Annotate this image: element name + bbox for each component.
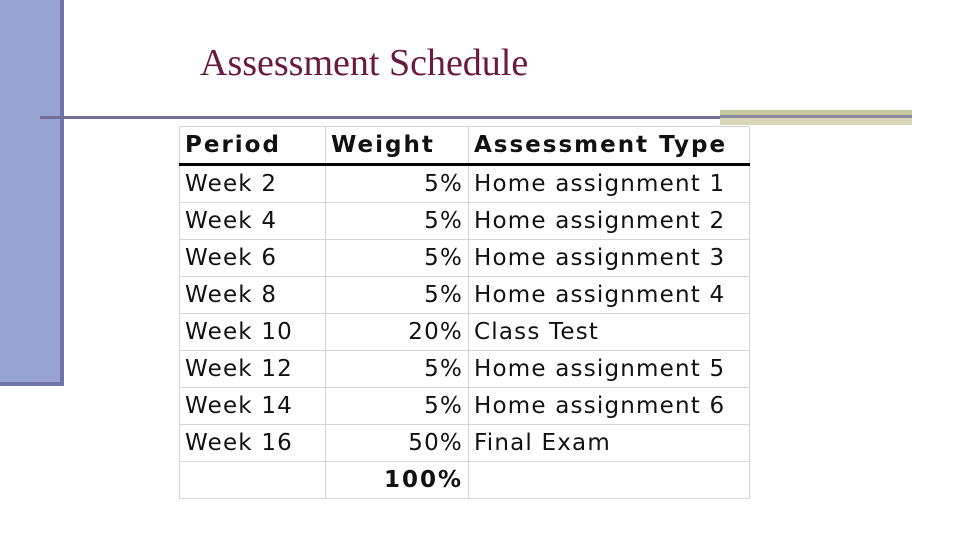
weight-cell: 5% <box>326 277 469 314</box>
total-period-cell <box>180 462 326 499</box>
weight-cell: 5% <box>326 240 469 277</box>
period-cell: Week 4 <box>180 203 326 240</box>
weight-cell: 20% <box>326 314 469 351</box>
weight-cell: 50% <box>326 425 469 462</box>
header-period: Period <box>180 127 326 165</box>
table-row <box>180 425 750 462</box>
table-row <box>180 165 750 203</box>
decorative-accent-block <box>720 110 912 125</box>
total-type-cell <box>469 462 750 499</box>
table-row <box>180 240 750 277</box>
weight-cell: 5% <box>326 203 469 240</box>
table-row <box>180 203 750 240</box>
table-row <box>180 351 750 388</box>
assessment-type-cell: Home assignment 1 <box>469 165 750 203</box>
weight-cell: 5% <box>326 165 469 203</box>
assessment-schedule-table <box>179 126 750 499</box>
assessment-type-cell: Class Test <box>469 314 750 351</box>
header-row <box>180 127 750 165</box>
slide-title: Assessment Schedule <box>200 42 529 84</box>
assessment-type-cell: Home assignment 6 <box>469 388 750 425</box>
period-cell: Week 16 <box>180 425 326 462</box>
table-row <box>180 314 750 351</box>
total-weight-cell: 100% <box>326 462 469 499</box>
left-accent-bar <box>0 0 64 386</box>
weight-cell: 5% <box>326 351 469 388</box>
assessment-type-cell: Home assignment 3 <box>469 240 750 277</box>
period-cell: Week 2 <box>180 165 326 203</box>
assessment-type-cell: Home assignment 2 <box>469 203 750 240</box>
table-row <box>180 388 750 425</box>
table-row <box>180 277 750 314</box>
period-cell: Week 10 <box>180 314 326 351</box>
assessment-type-cell: Final Exam <box>469 425 750 462</box>
period-cell: Week 12 <box>180 351 326 388</box>
header-assessment-type: Assessment Type <box>469 127 750 165</box>
weight-cell: 5% <box>326 388 469 425</box>
assessment-type-cell: Home assignment 4 <box>469 277 750 314</box>
assessment-type-cell: Home assignment 5 <box>469 351 750 388</box>
total-row <box>180 462 750 499</box>
period-cell: Week 8 <box>180 277 326 314</box>
period-cell: Week 14 <box>180 388 326 425</box>
period-cell: Week 6 <box>180 240 326 277</box>
header-weight: Weight <box>326 127 469 165</box>
